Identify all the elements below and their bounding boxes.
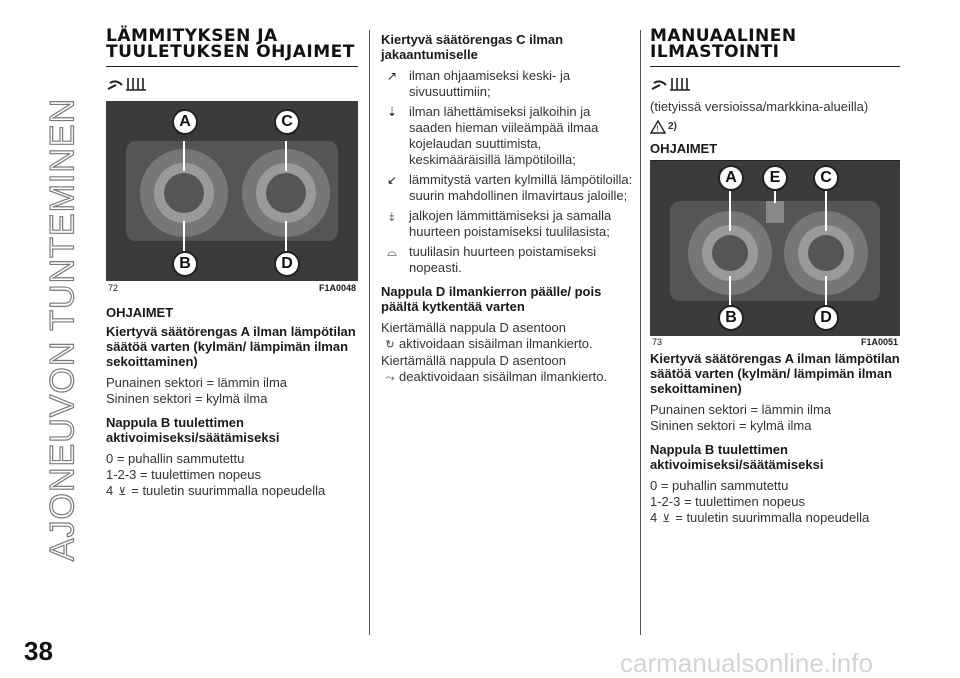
controls-subheading: OHJAIMET (650, 141, 718, 156)
controls-subheading: OHJAIMET (106, 305, 174, 320)
page-number: 38 (24, 636, 53, 666)
windscreen-defrost-icon: ⌓ (387, 245, 397, 259)
red-sector-text: Punainen sektori = lämmin ilma (106, 375, 287, 390)
recirc-off-post: ⤳ deaktivoidaan sisäilman ilmankierto. (381, 369, 633, 386)
recirc-on-pre: Kiertämällä nappula D asentoon (381, 320, 567, 335)
column-1 (106, 28, 358, 500)
knob-d-title: Nappula D ilmankierron päälle/ pois päältä kytkentää varten (381, 284, 602, 314)
recirc-off-pre: Kiertämällä nappula D asentoon (381, 353, 567, 368)
fan-max-icon: ⊻ (662, 513, 671, 525)
label-c: C (274, 109, 300, 135)
air-face-icon: ↗ (386, 69, 398, 83)
knob-b-title: Nappula B tuulettimen aktivoimiseksi/säätämiseksi (106, 415, 280, 445)
label-a: A (172, 109, 198, 135)
control-panel-illustration (106, 101, 358, 281)
list-item: ↗ ilman ohjaamiseksi keski- ja sivusuuttimiin; (381, 68, 633, 100)
warning-triangle-icon (650, 120, 666, 134)
column-divider (369, 30, 370, 635)
speed-0-text: 0 = puhallin sammutettu (106, 451, 245, 466)
column-3 (650, 28, 900, 527)
version-note: (tietyissä versioissa/markkina-alueilla) (650, 99, 869, 114)
knob-b-title: Nappula B tuulettimen aktivoimiseksi/säätämiseksi (650, 442, 824, 472)
figure-72 (106, 101, 358, 281)
blue-sector-text: Sininen sektori = kylmä ilma (106, 391, 268, 406)
list-item: ⇣ ilman lähettämiseksi jalkoihin ja saaden hieman viileämpää ilmaa kojelaudan suuttimista, keskimääräisillä lämpötiloilla; (381, 104, 633, 168)
label-c: C (813, 165, 839, 191)
air-feet-defrost-icon: ⤈ (389, 209, 395, 223)
figure-code: F1A0048 (318, 283, 356, 293)
list-item: ↙ lämmitystä varten kylmillä lämpötiloilla: suurin mahdollinen ilmavirtaus jaloille; (381, 172, 633, 204)
blue-sector-text: Sininen sektori = kylmä ilma (650, 418, 812, 433)
figure-73 (650, 160, 900, 335)
air-face-feet-icon: ⇣ (386, 105, 398, 119)
column-divider (640, 30, 641, 635)
fan-fan-heat-icon (106, 75, 154, 93)
column-2 (381, 28, 633, 386)
dial-c-title: Kiertyvä säätörengas C ilman jakaantumiselle (381, 32, 564, 62)
distribution-list (381, 68, 633, 276)
figure-caption (106, 281, 358, 293)
speed-123-text: 1-2-3 = tuulettimen nopeus (106, 467, 262, 482)
dial-a-title: Kiertyvä säätörengas A ilman lämpötilan säätöä varten (kylmän/ lämpimän ilman sekoittaminen) (650, 351, 900, 396)
recirc-on-post: ↻ aktivoidaan sisäilman ilmankierto. (381, 336, 633, 353)
figure-number: 73 (652, 337, 663, 347)
warning-ref: ! 2) (650, 119, 900, 135)
speed-4-text: 4 ⊻ = tuuletin suurimmalla nopeudella (106, 483, 326, 498)
speed-4-text: 4 ⊻ = tuuletin suurimmalla nopeudella (650, 510, 870, 525)
figure-number: 72 (108, 283, 119, 293)
list-item: ⤈ jalkojen lämmittämiseksi ja samalla huurteen poistamiseksi tuulilasista; (381, 208, 633, 240)
speed-0-text: 0 = puhallin sammutettu (650, 478, 789, 493)
fan-max-icon: ⊻ (118, 486, 127, 498)
section-heading: LÄMMITYKSEN JA TUULETUKSEN OHJAIMET (106, 28, 358, 67)
section-side-title: AJONEUVON TUNTEMINEN (43, 97, 82, 562)
recirculation-on-icon: ↻ (385, 339, 395, 351)
climate-icons (650, 73, 900, 95)
label-a: A (718, 165, 744, 191)
recirculation-off-icon: ⤳ (385, 372, 395, 384)
air-feet-icon: ↙ (386, 173, 398, 187)
section-heading: MANUAALINEN ILMASTOINTI (650, 28, 900, 67)
svg-text:!: ! (656, 124, 659, 134)
speed-123-text: 1-2-3 = tuulettimen nopeus (650, 494, 806, 509)
red-sector-text: Punainen sektori = lämmin ilma (650, 402, 831, 417)
label-e: E (762, 165, 788, 191)
figure-code: F1A0051 (860, 337, 898, 347)
label-b: B (172, 251, 198, 277)
climate-icons (106, 73, 358, 95)
watermark: carmanualsonline.info (620, 648, 873, 678)
label-d: D (813, 305, 839, 331)
label-d: D (274, 251, 300, 277)
list-item: ⌓ tuulilasin huurteen poistamiseksi nopeasti. (381, 244, 633, 276)
figure-caption (650, 335, 900, 347)
dial-a-title: Kiertyvä säätörengas A ilman lämpötilan säätöä varten (kylmän/ lämpimän ilman sekoittaminen) (106, 324, 356, 369)
label-b: B (718, 305, 744, 331)
fan-fan-heat-icon (650, 75, 698, 93)
